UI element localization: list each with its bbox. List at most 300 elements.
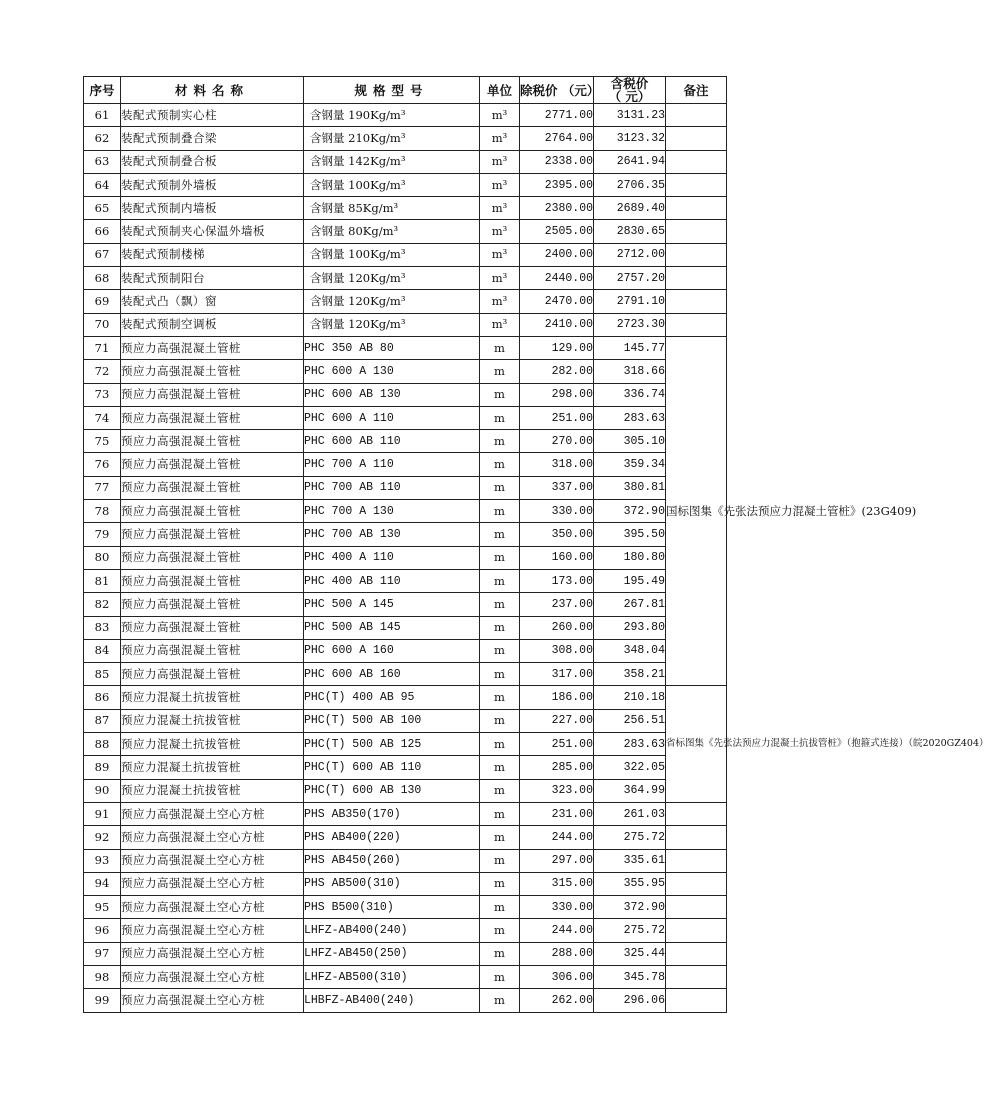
row-price-excl-tax: 298.00 xyxy=(520,383,594,406)
header-price-incl-tax-line1: 含税价 xyxy=(610,76,649,91)
row-price-excl-tax: 251.00 xyxy=(520,406,594,429)
row-unit: m xyxy=(480,476,520,499)
row-note xyxy=(666,942,727,965)
table-row xyxy=(84,569,727,592)
row-name: 预应力高强混凝土管桩 xyxy=(121,546,304,569)
row-spec: PHC 600 A 160 xyxy=(304,639,480,662)
row-price-incl-tax: 275.72 xyxy=(594,919,666,942)
row-price-incl-tax: 322.05 xyxy=(594,756,666,779)
row-price-incl-tax: 358.21 xyxy=(594,663,666,686)
row-name: 装配式预制外墙板 xyxy=(121,173,304,196)
row-unit: m³ xyxy=(480,243,520,266)
row-spec: PHC 700 AB 110 xyxy=(304,476,480,499)
row-no: 62 xyxy=(84,127,121,150)
row-name: 预应力高强混凝土管桩 xyxy=(121,569,304,592)
row-spec: PHS AB500(310) xyxy=(304,872,480,895)
row-price-excl-tax: 2395.00 xyxy=(520,173,594,196)
row-spec: PHC(T) 500 AB 100 xyxy=(304,709,480,732)
row-no: 98 xyxy=(84,965,121,988)
row-name: 预应力高强混凝土管桩 xyxy=(121,663,304,686)
table-row xyxy=(84,430,727,453)
row-unit: m³ xyxy=(480,150,520,173)
row-name: 预应力高强混凝土空心方桩 xyxy=(121,942,304,965)
row-name: 预应力混凝土抗拔管桩 xyxy=(121,686,304,709)
row-name: 装配式预制内墙板 xyxy=(121,197,304,220)
row-unit: m xyxy=(480,709,520,732)
row-price-incl-tax: 3123.32 xyxy=(594,127,666,150)
row-price-incl-tax: 325.44 xyxy=(594,942,666,965)
row-price-incl-tax: 180.80 xyxy=(594,546,666,569)
row-note xyxy=(666,313,727,336)
row-price-excl-tax: 244.00 xyxy=(520,919,594,942)
row-note xyxy=(666,826,727,849)
row-price-incl-tax: 348.04 xyxy=(594,639,666,662)
row-unit: m xyxy=(480,965,520,988)
row-name: 预应力高强混凝土管桩 xyxy=(121,406,304,429)
row-no: 61 xyxy=(84,104,121,127)
row-price-excl-tax: 244.00 xyxy=(520,826,594,849)
row-price-excl-tax: 160.00 xyxy=(520,546,594,569)
row-no: 94 xyxy=(84,872,121,895)
row-no: 95 xyxy=(84,896,121,919)
row-unit: m³ xyxy=(480,220,520,243)
table-row xyxy=(84,173,727,196)
row-spec: PHC 400 AB 110 xyxy=(304,569,480,592)
row-price-incl-tax: 210.18 xyxy=(594,686,666,709)
row-unit: m³ xyxy=(480,313,520,336)
row-name: 预应力高强混凝土空心方桩 xyxy=(121,826,304,849)
row-no: 72 xyxy=(84,360,121,383)
row-no: 75 xyxy=(84,430,121,453)
table-row xyxy=(84,593,727,616)
row-no: 82 xyxy=(84,593,121,616)
row-price-excl-tax: 285.00 xyxy=(520,756,594,779)
row-unit: m xyxy=(480,639,520,662)
table-row xyxy=(84,313,727,336)
row-price-excl-tax: 2440.00 xyxy=(520,267,594,290)
row-unit: m³ xyxy=(480,127,520,150)
row-name: 预应力高强混凝土空心方桩 xyxy=(121,896,304,919)
row-no: 99 xyxy=(84,989,121,1012)
row-note xyxy=(666,104,727,127)
row-no: 63 xyxy=(84,150,121,173)
row-name: 装配式预制楼梯 xyxy=(121,243,304,266)
table-row xyxy=(84,709,727,732)
row-price-incl-tax: 355.95 xyxy=(594,872,666,895)
table-row xyxy=(84,872,727,895)
row-no: 77 xyxy=(84,476,121,499)
row-spec: PHC 600 A 110 xyxy=(304,406,480,429)
row-spec: LHFZ-AB400(240) xyxy=(304,919,480,942)
row-note xyxy=(666,919,727,942)
row-price-incl-tax: 267.81 xyxy=(594,593,666,616)
row-name: 预应力高强混凝土空心方桩 xyxy=(121,965,304,988)
row-name: 预应力高强混凝土空心方桩 xyxy=(121,849,304,872)
header-name: 材料名称 xyxy=(121,77,304,104)
row-price-excl-tax: 306.00 xyxy=(520,965,594,988)
table-row xyxy=(84,546,727,569)
row-unit: m xyxy=(480,616,520,639)
row-unit: m xyxy=(480,453,520,476)
row-spec: 含钢量 120Kg/m³ xyxy=(304,313,480,336)
row-name: 装配式预制夹心保温外墙板 xyxy=(121,220,304,243)
row-price-excl-tax: 337.00 xyxy=(520,476,594,499)
row-price-excl-tax: 2410.00 xyxy=(520,313,594,336)
row-price-incl-tax: 2791.10 xyxy=(594,290,666,313)
row-name: 预应力高强混凝土管桩 xyxy=(121,476,304,499)
table-row xyxy=(84,733,727,756)
header-row xyxy=(84,77,727,104)
row-unit: m xyxy=(480,336,520,359)
row-no: 89 xyxy=(84,756,121,779)
row-unit: m xyxy=(480,989,520,1012)
row-price-incl-tax: 283.63 xyxy=(594,733,666,756)
row-unit: m³ xyxy=(480,104,520,127)
row-unit: m xyxy=(480,663,520,686)
row-name: 预应力混凝土抗拔管桩 xyxy=(121,756,304,779)
row-no: 69 xyxy=(84,290,121,313)
row-spec: PHC(T) 600 AB 130 xyxy=(304,779,480,802)
row-unit: m xyxy=(480,500,520,523)
row-spec: PHC(T) 500 AB 125 xyxy=(304,733,480,756)
table-row xyxy=(84,686,727,709)
row-unit: m xyxy=(480,919,520,942)
row-unit: m xyxy=(480,593,520,616)
table-body xyxy=(84,104,989,1013)
row-spec: PHC 700 A 130 xyxy=(304,500,480,523)
row-no: 92 xyxy=(84,826,121,849)
table-row xyxy=(84,523,727,546)
row-price-incl-tax: 2706.35 xyxy=(594,173,666,196)
row-price-excl-tax: 251.00 xyxy=(520,733,594,756)
table-row xyxy=(84,616,727,639)
row-name: 预应力高强混凝土空心方桩 xyxy=(121,872,304,895)
row-price-excl-tax: 2764.00 xyxy=(520,127,594,150)
row-unit: m xyxy=(480,872,520,895)
row-no: 79 xyxy=(84,523,121,546)
row-price-excl-tax: 318.00 xyxy=(520,453,594,476)
row-note xyxy=(666,849,727,872)
row-price-incl-tax: 336.74 xyxy=(594,383,666,406)
row-spec: PHC 700 A 110 xyxy=(304,453,480,476)
table-row xyxy=(84,896,727,919)
row-price-incl-tax: 195.49 xyxy=(594,569,666,592)
row-spec: PHC(T) 400 AB 95 xyxy=(304,686,480,709)
header-spec: 规格型号 xyxy=(304,77,480,104)
row-no: 93 xyxy=(84,849,121,872)
row-price-incl-tax: 3131.23 xyxy=(594,104,666,127)
row-name: 预应力高强混凝土管桩 xyxy=(121,500,304,523)
row-no: 85 xyxy=(84,663,121,686)
row-unit: m xyxy=(480,360,520,383)
table-row xyxy=(84,127,727,150)
row-price-incl-tax: 2641.94 xyxy=(594,150,666,173)
row-price-incl-tax: 2689.40 xyxy=(594,197,666,220)
row-unit: m xyxy=(480,406,520,429)
row-no: 83 xyxy=(84,616,121,639)
header-unit: 单位 xyxy=(480,77,520,104)
row-name: 预应力高强混凝土管桩 xyxy=(121,639,304,662)
row-no: 70 xyxy=(84,313,121,336)
table-row xyxy=(84,453,727,476)
table-row xyxy=(84,267,727,290)
row-price-incl-tax: 372.90 xyxy=(594,896,666,919)
row-price-incl-tax: 145.77 xyxy=(594,336,666,359)
table-row xyxy=(84,826,727,849)
row-price-incl-tax: 305.10 xyxy=(594,430,666,453)
row-unit: m xyxy=(480,826,520,849)
row-price-excl-tax: 330.00 xyxy=(520,896,594,919)
row-spec: PHC(T) 600 AB 110 xyxy=(304,756,480,779)
row-price-incl-tax: 380.81 xyxy=(594,476,666,499)
row-unit: m xyxy=(480,383,520,406)
table-row xyxy=(84,989,727,1012)
row-spec: PHC 350 AB 80 xyxy=(304,336,480,359)
row-spec: PHC 600 A 130 xyxy=(304,360,480,383)
row-price-excl-tax: 308.00 xyxy=(520,639,594,662)
row-price-incl-tax: 2712.00 xyxy=(594,243,666,266)
row-price-excl-tax: 350.00 xyxy=(520,523,594,546)
row-spec: 含钢量 210Kg/m³ xyxy=(304,127,480,150)
row-price-excl-tax: 2505.00 xyxy=(520,220,594,243)
row-price-incl-tax: 275.72 xyxy=(594,826,666,849)
row-price-excl-tax: 288.00 xyxy=(520,942,594,965)
row-price-incl-tax: 372.90 xyxy=(594,500,666,523)
row-name: 预应力混凝土抗拔管桩 xyxy=(121,709,304,732)
row-note xyxy=(666,243,727,266)
row-price-excl-tax: 2400.00 xyxy=(520,243,594,266)
row-price-excl-tax: 270.00 xyxy=(520,430,594,453)
row-note xyxy=(666,965,727,988)
row-unit: m xyxy=(480,849,520,872)
row-no: 90 xyxy=(84,779,121,802)
row-name: 预应力高强混凝土空心方桩 xyxy=(121,802,304,825)
table-row xyxy=(84,849,727,872)
row-no: 73 xyxy=(84,383,121,406)
row-price-excl-tax: 173.00 xyxy=(520,569,594,592)
row-unit: m xyxy=(480,686,520,709)
row-price-excl-tax: 237.00 xyxy=(520,593,594,616)
row-spec: PHC 700 AB 130 xyxy=(304,523,480,546)
row-price-excl-tax: 2338.00 xyxy=(520,150,594,173)
table-row xyxy=(84,663,727,686)
row-name: 预应力高强混凝土空心方桩 xyxy=(121,919,304,942)
row-unit: m xyxy=(480,523,520,546)
row-unit: m xyxy=(480,756,520,779)
row-no: 88 xyxy=(84,733,121,756)
table-row xyxy=(84,406,727,429)
row-spec: PHC 500 AB 145 xyxy=(304,616,480,639)
row-price-excl-tax: 323.00 xyxy=(520,779,594,802)
header-price-incl-tax xyxy=(594,77,666,104)
row-name: 装配式预制阳台 xyxy=(121,267,304,290)
row-price-excl-tax: 186.00 xyxy=(520,686,594,709)
price-table xyxy=(83,76,989,1013)
row-spec: PHC 400 A 110 xyxy=(304,546,480,569)
row-unit: m xyxy=(480,569,520,592)
table-row xyxy=(84,756,727,779)
header-price-excl-tax: 除税价 （元） xyxy=(520,77,594,104)
row-spec: PHS B500(310) xyxy=(304,896,480,919)
row-unit: m xyxy=(480,942,520,965)
row-price-incl-tax: 359.34 xyxy=(594,453,666,476)
row-price-excl-tax: 2470.00 xyxy=(520,290,594,313)
row-no: 68 xyxy=(84,267,121,290)
row-note-merged: 省标图集《先张法预应力混凝土抗拔管桩》（抱箍式连接）（皖2020GZ404） xyxy=(666,686,727,802)
table-row xyxy=(84,220,727,243)
row-name: 装配式预制实心柱 xyxy=(121,104,304,127)
row-spec: PHS AB350(170) xyxy=(304,802,480,825)
header-note: 备注 xyxy=(666,77,727,104)
row-spec: PHS AB400(220) xyxy=(304,826,480,849)
row-name: 预应力混凝土抗拔管桩 xyxy=(121,779,304,802)
row-no: 96 xyxy=(84,919,121,942)
row-price-excl-tax: 2771.00 xyxy=(520,104,594,127)
row-name: 装配式凸（飘）窗 xyxy=(121,290,304,313)
row-unit: m³ xyxy=(480,173,520,196)
row-price-incl-tax: 364.99 xyxy=(594,779,666,802)
row-note xyxy=(666,173,727,196)
row-note xyxy=(666,197,727,220)
row-note xyxy=(666,127,727,150)
row-price-incl-tax: 335.61 xyxy=(594,849,666,872)
row-price-excl-tax: 317.00 xyxy=(520,663,594,686)
row-price-incl-tax: 2830.65 xyxy=(594,220,666,243)
row-spec: 含钢量 85Kg/m³ xyxy=(304,197,480,220)
row-unit: m xyxy=(480,546,520,569)
row-unit: m xyxy=(480,779,520,802)
row-spec: 含钢量 190Kg/m³ xyxy=(304,104,480,127)
row-spec: LHBFZ-AB400(240) xyxy=(304,989,480,1012)
table-row xyxy=(84,290,727,313)
row-name: 装配式预制叠合板 xyxy=(121,150,304,173)
row-note xyxy=(666,290,727,313)
row-name: 预应力高强混凝土管桩 xyxy=(121,336,304,359)
row-price-incl-tax: 2723.30 xyxy=(594,313,666,336)
row-price-excl-tax: 2380.00 xyxy=(520,197,594,220)
table-row xyxy=(84,476,727,499)
row-unit: m xyxy=(480,733,520,756)
row-no: 78 xyxy=(84,500,121,523)
row-note xyxy=(666,150,727,173)
row-note xyxy=(666,989,727,1012)
row-spec: PHC 600 AB 110 xyxy=(304,430,480,453)
row-spec: LHFZ-AB500(310) xyxy=(304,965,480,988)
row-name: 预应力高强混凝土管桩 xyxy=(121,383,304,406)
row-no: 74 xyxy=(84,406,121,429)
row-no: 97 xyxy=(84,942,121,965)
table-row xyxy=(84,639,727,662)
row-unit: m³ xyxy=(480,290,520,313)
row-no: 86 xyxy=(84,686,121,709)
row-spec: 含钢量 100Kg/m³ xyxy=(304,173,480,196)
table-row xyxy=(84,104,727,127)
table-row xyxy=(84,965,727,988)
row-price-incl-tax: 261.03 xyxy=(594,802,666,825)
row-note xyxy=(666,872,727,895)
table-row xyxy=(84,383,727,406)
header-price-incl-tax-line2: （ 元） xyxy=(608,89,651,104)
table-row xyxy=(84,243,727,266)
row-unit: m xyxy=(480,896,520,919)
row-spec: PHS AB450(260) xyxy=(304,849,480,872)
row-spec: 含钢量 120Kg/m³ xyxy=(304,267,480,290)
row-name: 预应力高强混凝土管桩 xyxy=(121,616,304,639)
row-no: 87 xyxy=(84,709,121,732)
row-spec: PHC 600 AB 130 xyxy=(304,383,480,406)
row-no: 81 xyxy=(84,569,121,592)
row-no: 71 xyxy=(84,336,121,359)
row-no: 66 xyxy=(84,220,121,243)
row-name: 预应力高强混凝土管桩 xyxy=(121,453,304,476)
row-name: 装配式预制空调板 xyxy=(121,313,304,336)
row-name: 预应力高强混凝土管桩 xyxy=(121,593,304,616)
table-row xyxy=(84,360,727,383)
row-no: 91 xyxy=(84,802,121,825)
row-price-incl-tax: 283.63 xyxy=(594,406,666,429)
row-spec: LHFZ-AB450(250) xyxy=(304,942,480,965)
table-row xyxy=(84,919,727,942)
row-note xyxy=(666,220,727,243)
row-unit: m xyxy=(480,802,520,825)
row-no: 65 xyxy=(84,197,121,220)
table-row xyxy=(84,942,727,965)
table-row xyxy=(84,779,727,802)
row-spec: 含钢量 80Kg/m³ xyxy=(304,220,480,243)
header-no: 序号 xyxy=(84,77,121,104)
table-row xyxy=(84,336,727,359)
row-price-incl-tax: 345.78 xyxy=(594,965,666,988)
row-unit: m³ xyxy=(480,197,520,220)
row-note xyxy=(666,802,727,825)
table-row xyxy=(84,802,727,825)
row-price-excl-tax: 227.00 xyxy=(520,709,594,732)
row-spec: PHC 500 A 145 xyxy=(304,593,480,616)
row-note xyxy=(666,896,727,919)
row-note-merged: 国标图集《先张法预应力混凝土管桩》(23G409) xyxy=(666,336,727,685)
row-price-excl-tax: 260.00 xyxy=(520,616,594,639)
row-name: 预应力高强混凝土管桩 xyxy=(121,360,304,383)
row-name: 预应力混凝土抗拔管桩 xyxy=(121,733,304,756)
row-price-incl-tax: 256.51 xyxy=(594,709,666,732)
row-price-incl-tax: 296.06 xyxy=(594,989,666,1012)
row-note xyxy=(666,267,727,290)
row-price-excl-tax: 330.00 xyxy=(520,500,594,523)
row-price-incl-tax: 318.66 xyxy=(594,360,666,383)
row-price-incl-tax: 2757.20 xyxy=(594,267,666,290)
table-row xyxy=(84,500,727,523)
row-price-incl-tax: 293.80 xyxy=(594,616,666,639)
row-price-excl-tax: 315.00 xyxy=(520,872,594,895)
row-price-excl-tax: 282.00 xyxy=(520,360,594,383)
row-price-excl-tax: 297.00 xyxy=(520,849,594,872)
row-name: 预应力高强混凝土空心方桩 xyxy=(121,989,304,1012)
row-name: 预应力高强混凝土管桩 xyxy=(121,523,304,546)
row-price-excl-tax: 231.00 xyxy=(520,802,594,825)
row-spec: 含钢量 142Kg/m³ xyxy=(304,150,480,173)
table-row xyxy=(84,150,727,173)
row-name: 装配式预制叠合梁 xyxy=(121,127,304,150)
row-price-excl-tax: 262.00 xyxy=(520,989,594,1012)
row-spec: 含钢量 100Kg/m³ xyxy=(304,243,480,266)
row-no: 64 xyxy=(84,173,121,196)
row-price-incl-tax: 395.50 xyxy=(594,523,666,546)
row-spec: PHC 600 AB 160 xyxy=(304,663,480,686)
table-row xyxy=(84,197,727,220)
row-no: 80 xyxy=(84,546,121,569)
row-no: 67 xyxy=(84,243,121,266)
row-no: 84 xyxy=(84,639,121,662)
